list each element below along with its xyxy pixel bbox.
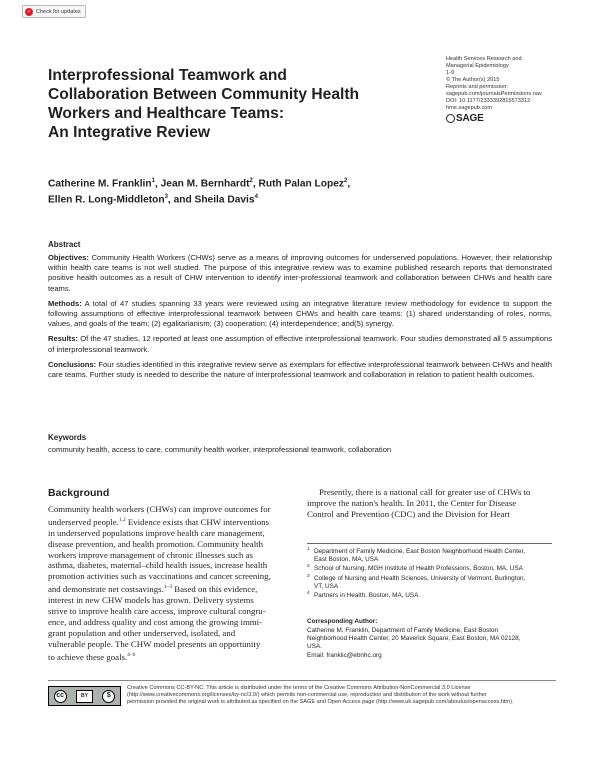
author-line: [48, 191, 448, 207]
update-icon: ✓: [26, 8, 32, 15]
body-line: [48, 550, 296, 561]
license-line: Creative Commons CC-BY-NC: This article is distributed under the terms of the Creative Commons Attribution-NonCommercial 3.0 License: [127, 685, 471, 691]
corresponding-author-heading: Corresponding Author:: [307, 618, 378, 625]
body-line: [48, 628, 296, 639]
author-separator: ,: [154, 178, 161, 190]
cc-icon: cc: [54, 690, 67, 703]
journal-info-line: Reprints and permission:: [446, 84, 508, 90]
citation-mark[interactable]: 4–6: [127, 651, 136, 658]
sage-logo-text: SAGE: [456, 113, 484, 124]
body-line: [48, 528, 296, 539]
abstract-body: [48, 253, 552, 385]
abstract-section-text: Of the 47 studies, 12 reported at least one assumption of effective interprofessional teamwork. Four studies demonstrated all 5 assumptions of interprofessional teamwork.: [48, 334, 552, 354]
abstract-section-label: Methods:: [48, 298, 82, 308]
author-name: Ruth Palan Lopez: [258, 178, 344, 190]
author-affiliation-mark: 2: [343, 178, 348, 184]
author-line: [48, 175, 448, 191]
body-text: Based on this evidence,: [172, 584, 258, 595]
body-text: ence, and address quality and cost among the growing immi-: [48, 616, 263, 627]
author-affiliation-mark: 3: [164, 193, 168, 200]
affiliation-footnote: [307, 548, 557, 564]
journal-info-line: Managerial Epidemiology: [446, 63, 509, 69]
body-line: Control and Prevention (CDC) and the Division for Heart: [307, 508, 510, 519]
title-line: Collaboration Between Community Health: [48, 86, 360, 103]
footnote-line: College of Nursing and Health Sciences, University of Vermont, Burlington,: [314, 574, 526, 582]
body-text: and demonstrate net costsavings.: [48, 584, 164, 595]
abstract-section: [48, 360, 552, 380]
affiliation-footnotes: [307, 548, 557, 601]
body-line: [48, 606, 296, 617]
body-text: promotion activities such as vaccinations and cancer screening,: [48, 571, 271, 582]
abstract-section-text: A total of 47 studies spanning 33 years were reviewed using an integrative literature review methodology for evidence to support the following assumptions of effective interprofessional teamwork between CHWs and health care teams: (1) shared understanding of roles, norms, values, and goals of the team; (2) egalitarianism; (3) cooperation; (4) interdependence; and(5) synergy.: [48, 298, 552, 329]
body-line: [48, 539, 296, 550]
journal-info-line[interactable]: sagepub.com/journalsPermissions.nav: [446, 91, 542, 97]
author-separator: ,: [347, 178, 351, 190]
author-name: Ellen R. Long-Middleton: [48, 194, 165, 206]
abstract-section-text: Four studies identified in this integrative review serve as exemplars for effective interprofessional teamwork between CHWs and health care teams. Further study is needed to describe the nature of interprofessional teamwork and collaboration in relation to patient health outcomes.: [48, 359, 552, 380]
author-name: Jean M. Bernhardt: [160, 178, 250, 190]
title-line: An Integrative Review: [48, 124, 211, 141]
author-name: Catherine M. Franklin: [48, 178, 152, 190]
background-heading: Background: [48, 487, 110, 499]
footnote-line: Department of Family Medicine, East Boston Neighborhood Health Center,: [314, 548, 525, 555]
cc-by-nc-badge[interactable]: [48, 686, 121, 706]
journal-info-line: © The Author(s) 2015: [446, 77, 500, 83]
author-affiliation-mark: 1: [151, 178, 155, 184]
corresponding-email[interactable]: Email: franklic@ebnhc.org: [307, 651, 382, 659]
journal-info: [446, 56, 586, 123]
abstract-section-text: Community Health Workers (CHWs) serve as a means of improving outcomes for underserved populations. However, their relationship within health care teams is not well studied. The purpose of this integrative review was to examine published research reports that demonstrated positive health outcomes as a result of CHW intervention to identify inter-professional teamwork and collaboration between CHWs and health care teams.: [48, 253, 552, 293]
corresponding-line: Catherine M. Franklin, Department of Family Medicine, East Boston: [307, 627, 499, 634]
author-list: [48, 175, 448, 207]
keywords-heading: Keywords: [48, 433, 87, 442]
abstract-section: [48, 299, 552, 330]
affiliation-footnote: [307, 565, 557, 573]
body-text: in underserved populations improve health care management,: [48, 527, 265, 538]
body-line: [48, 650, 296, 663]
abstract-section-label: Objectives:: [48, 253, 89, 262]
body-text: Community health workers (CHWs) can improve outcomes for: [48, 504, 271, 514]
abstract-section: [48, 334, 552, 354]
body-line: [48, 595, 296, 606]
body-line: [48, 639, 296, 650]
check-for-updates-badge[interactable]: [22, 5, 86, 18]
body-line: [48, 515, 296, 528]
body-line: Presently, there is a national call for greater use of CHWs to: [319, 487, 531, 497]
journal-info-line: 1-9: [446, 70, 455, 76]
corresponding-line: USA.: [307, 643, 322, 651]
body-text: workers improve management of chronic illnesses such as: [48, 549, 253, 560]
body-line: improve the nation's health. In 2011, the Center for Disease: [307, 497, 517, 508]
footnote-line: East Boston, MA, USA: [314, 556, 379, 564]
license-line: (http://www.creativecommons.org/licenses/by-nc/3.0/) which permits non-commercial use, reproduction and distribution of the work without further: [127, 692, 487, 699]
body-line: [48, 582, 296, 595]
abstract-section-label: Conclusions:: [48, 359, 97, 369]
footnote-number: 1: [307, 547, 310, 552]
citation-mark[interactable]: 1,2: [118, 516, 126, 523]
body-text: vulnerable people. The CHW model presents an opportunity: [48, 638, 261, 649]
body-text: grant population and other underserved, isolated, and: [48, 627, 236, 638]
check-for-updates-label: Check for updates: [36, 8, 81, 15]
body-line: [48, 571, 296, 582]
footnote-line: Partners in Health, Boston, MA, USA: [314, 592, 419, 600]
citation-mark[interactable]: 1–3: [163, 584, 173, 591]
body-line: [48, 504, 296, 515]
license-divider: [48, 680, 556, 681]
affiliation-footnote: [307, 592, 557, 600]
author-name: Sheila Davis: [194, 194, 255, 206]
body-text: underserved people.: [48, 516, 119, 527]
keywords-text: community health, access to care, community health worker, interprofessional teamwork, collaboration: [48, 445, 392, 454]
license-text: [127, 685, 557, 707]
body-column-right: [307, 487, 555, 520]
body-text: interest in new CHW models has grown. Delivery systems: [48, 595, 254, 606]
sage-logo-icon: [446, 114, 455, 123]
body-text: strive to improve health care access, improve cultural congru-: [48, 606, 266, 616]
title-line: Interprofessional Teamwork and: [48, 67, 287, 84]
abstract-section-label: Results:: [48, 334, 78, 344]
article-title: [48, 66, 418, 142]
journal-info-line: Health Services Research and: [446, 56, 522, 62]
footnote-number: 3: [307, 573, 310, 579]
body-text: to achieve these goals.: [48, 651, 128, 662]
journal-info-line: DOI: 10.1177/2333392815573312: [446, 98, 531, 104]
abstract-section: [48, 253, 552, 294]
footnote-number: 2: [307, 564, 310, 570]
footnote-number: 4: [307, 591, 310, 597]
abstract-heading: Abstract: [48, 240, 81, 249]
journal-info-line[interactable]: hme.sagepub.com: [446, 105, 493, 111]
by-icon: BY: [76, 690, 93, 703]
author-affiliation-mark: 4: [254, 193, 258, 200]
corresponding-author-details: [307, 627, 557, 660]
author-separator: ,: [252, 178, 259, 190]
author-separator: , and: [167, 194, 195, 206]
body-line: [48, 560, 296, 571]
sage-logo: [446, 114, 586, 123]
footnote-line: VT, USA: [314, 582, 339, 590]
footnote-divider: [307, 543, 552, 544]
affiliation-footnote: [307, 575, 557, 591]
footnote-line: School of Nursing, MGH Institute of Health Professions, Boston, MA, USA: [314, 565, 523, 573]
body-text: disease prevention, and health promotion. Community health: [48, 538, 263, 549]
license-line: permission provided the original work is attributed as specified on the SAGE and Open Access page (http://www.uk.sagepub.com/aboutus/openaccess.htm).: [127, 699, 514, 706]
body-text: Evidence exists that CHW interventions: [125, 516, 269, 527]
author-affiliation-mark: 2: [249, 178, 253, 184]
corresponding-line: Neighborhood Health Center, 20 Maverick Square, East Boston, MA 02128,: [307, 635, 521, 643]
body-text: asthma, diabetes, maternal–child health issues, increase health: [48, 560, 268, 571]
noncommercial-icon: $: [102, 690, 115, 703]
title-line: Workers and Healthcare Teams:: [48, 105, 285, 122]
body-line: [48, 617, 296, 628]
body-column-left: [48, 504, 296, 662]
